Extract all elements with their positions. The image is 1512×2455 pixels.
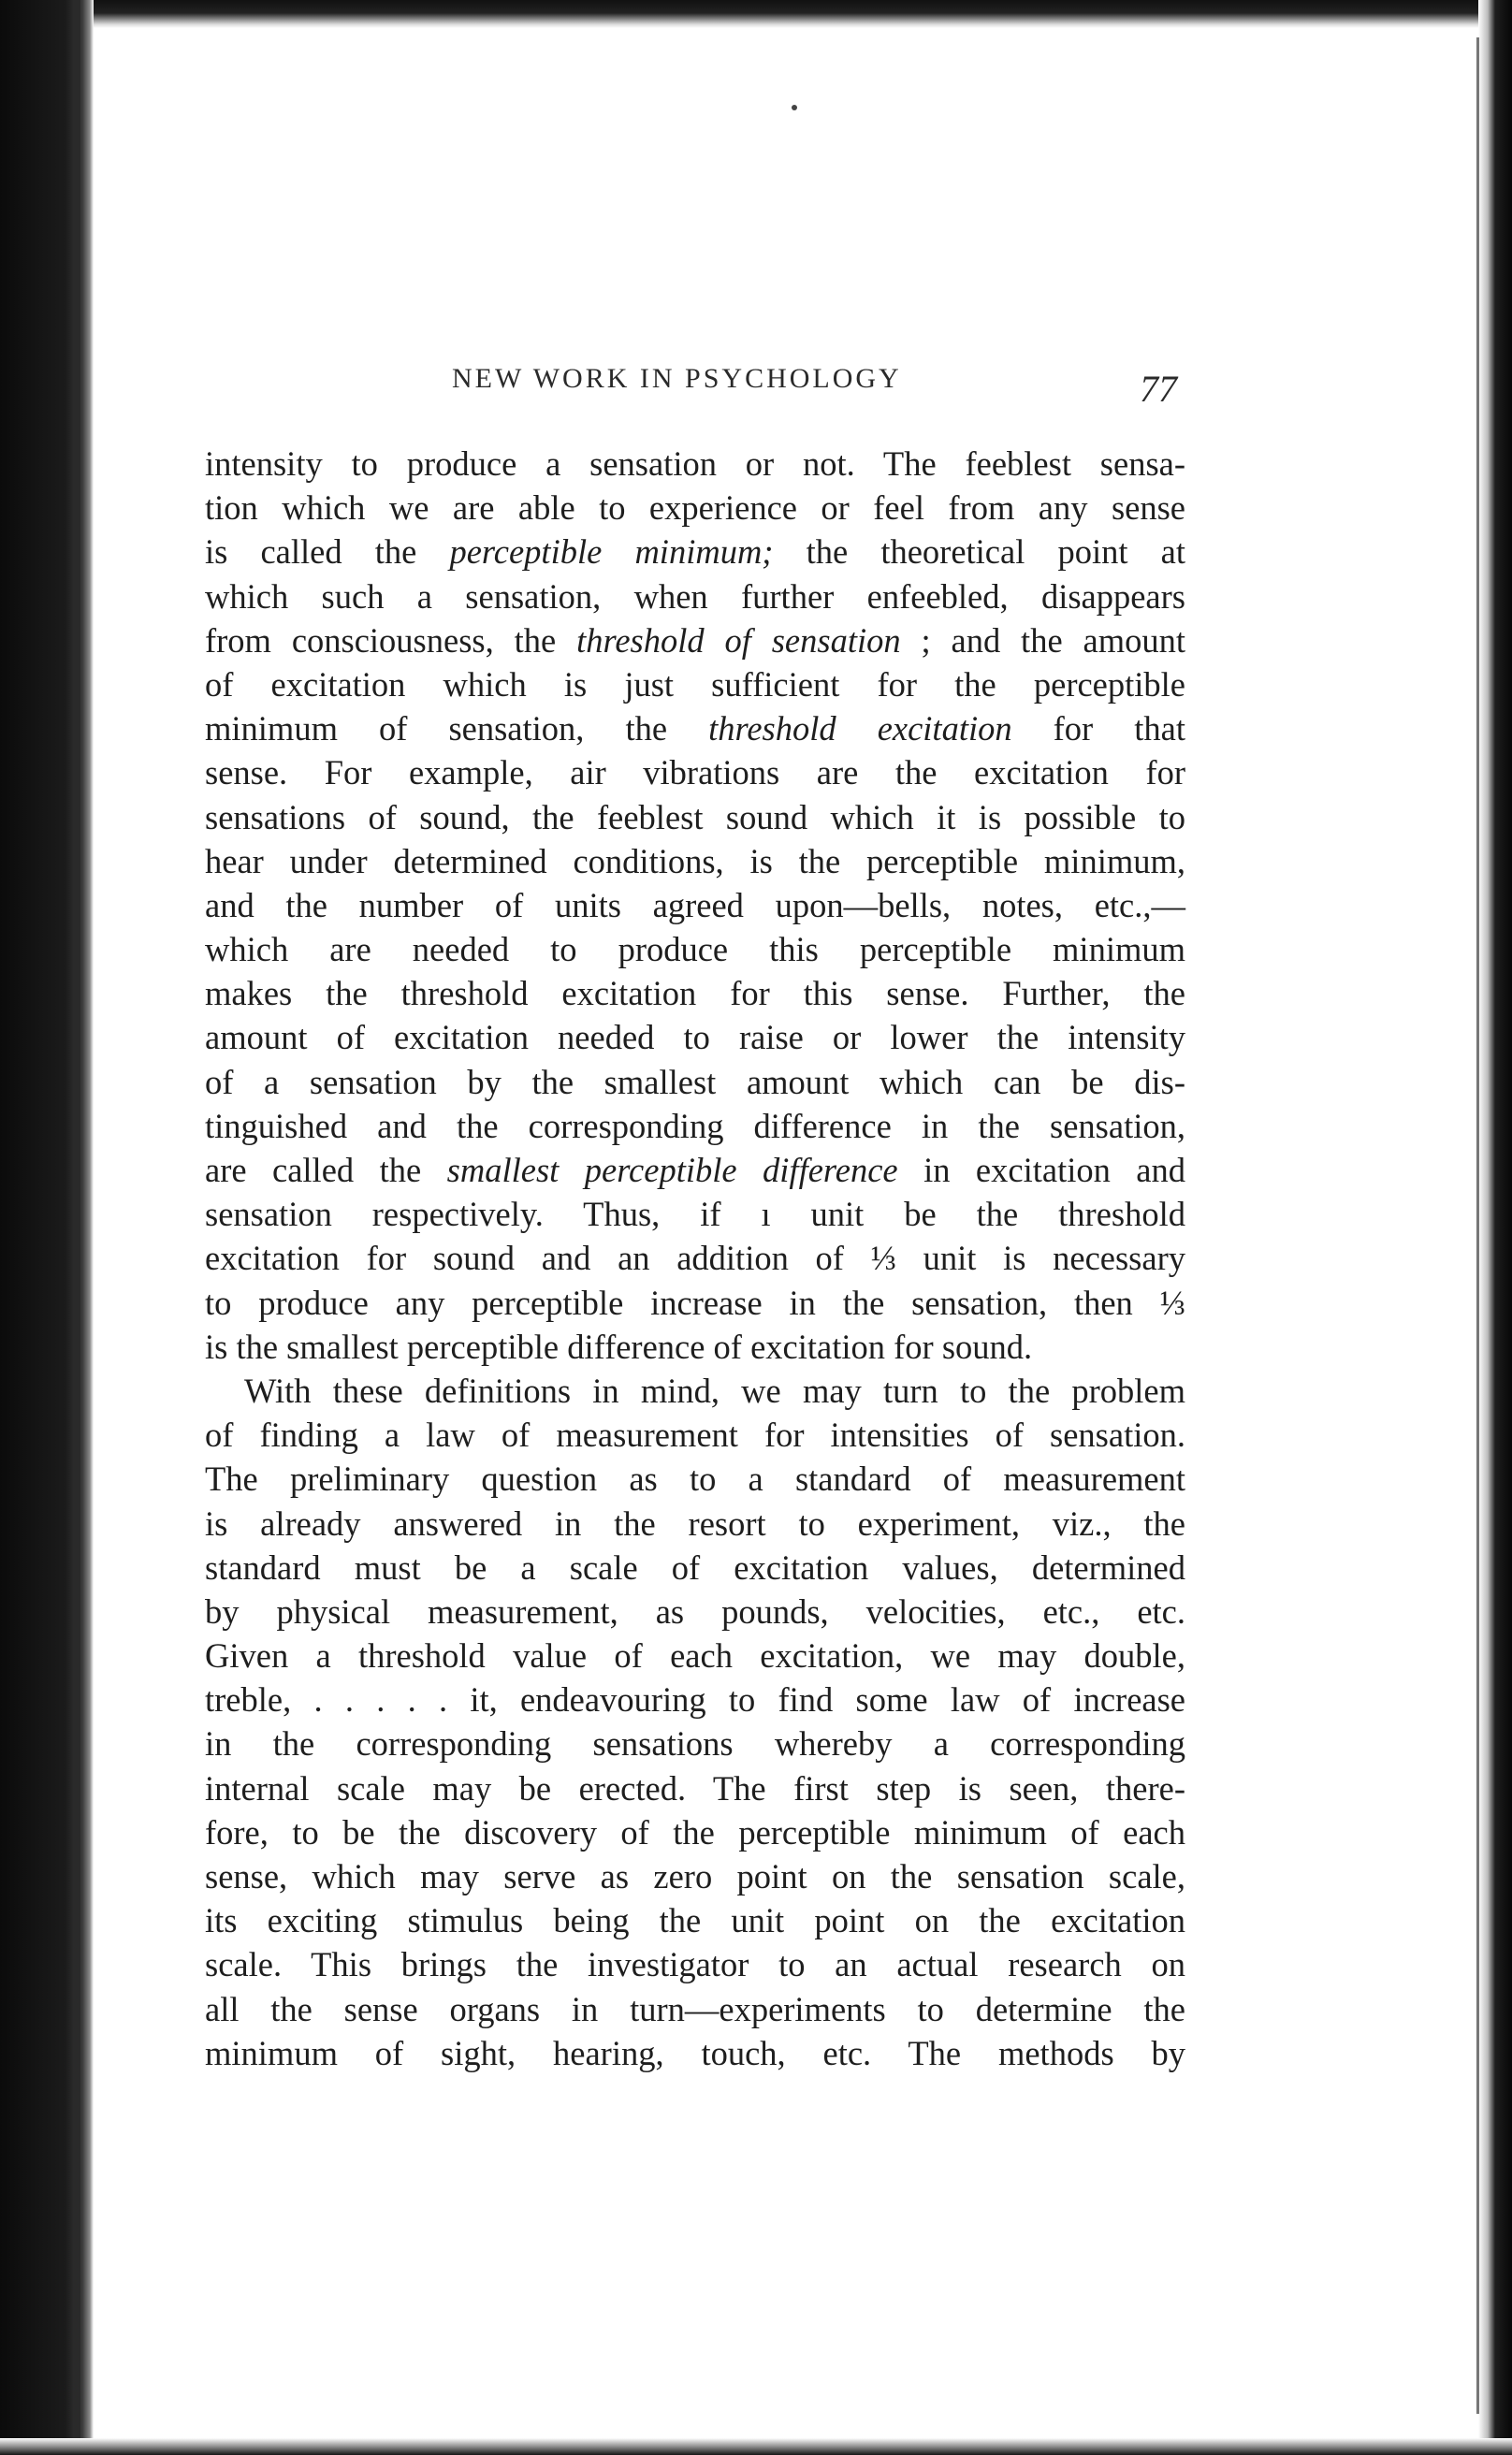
text-run: hear under determined conditions, is the perceptible minimum, [205, 841, 1185, 880]
text-run: of finding a law of measurement for intensities of sensation. [205, 1416, 1185, 1455]
text-line [205, 1942, 1185, 1986]
text-run: for that [1011, 709, 1185, 748]
text-line [205, 883, 1185, 927]
text-run: excitation for sound and an addition of ⅓ unit is necessary [205, 1239, 1185, 1278]
text-run: sense, which may serve as zero point on the sensation scale, [205, 1857, 1185, 1896]
text-run: standard must be a scale of excitation values, determined [205, 1547, 1185, 1587]
text-run: which are needed to produce this perceptible minimum [205, 930, 1185, 969]
text-line [205, 1457, 1185, 1501]
body-text [205, 442, 1185, 2075]
italic-term: threshold excitation [708, 709, 1012, 748]
text-line [205, 750, 1185, 794]
text-run: scale. This brings the investigator to an actual research on [205, 1945, 1185, 1984]
text-run: fore, to be the discovery of the perceptible minimum of each [205, 1812, 1185, 1852]
text-line [205, 442, 1185, 486]
text-line [205, 530, 1185, 574]
text-line [205, 1104, 1185, 1148]
italic-term: threshold of sensation [576, 620, 901, 660]
text-line [205, 1854, 1185, 1898]
text-line [205, 1766, 1185, 1810]
text-line [205, 1898, 1185, 1942]
text-run: its exciting stimulus being the unit point on the excitation [205, 1901, 1185, 1940]
text-run: which such a sensation, when further enfeebled, disappears [205, 576, 1185, 616]
text-line [205, 1678, 1185, 1721]
text-run: is called the [205, 532, 450, 572]
text-run: of excitation which is just sufficient for the perceptible [205, 664, 1185, 704]
text-line [205, 2031, 1185, 2075]
text-run: intensity to produce a sensation or not. The feeblest sensa- [205, 444, 1185, 483]
text-line [205, 574, 1185, 618]
text-line [205, 1369, 1185, 1413]
text-run: ; and the amount [900, 620, 1185, 660]
text-line [205, 662, 1185, 706]
text-line [205, 971, 1185, 1015]
text-run: to produce any perceptible increase in the sensation, then ⅓ [205, 1283, 1185, 1322]
text-line [205, 795, 1185, 839]
text-run: from consciousness, the [205, 620, 577, 660]
text-run: internal scale may be erected. The first step is seen, there- [205, 1768, 1185, 1808]
text-run: of a sensation by the smallest amount which can be dis- [205, 1062, 1185, 1101]
text-run: makes the threshold excitation for this sense. Further, the [205, 974, 1185, 1013]
text-run: sensation respectively. Thus, if ı unit be the threshold [205, 1195, 1185, 1234]
italic-term: smallest perceptible difference [446, 1151, 898, 1189]
text-line [205, 1590, 1185, 1634]
text-run: With these definitions in mind, we may turn to the problem [244, 1371, 1185, 1410]
text-run: treble, . . . . . it, endeavouring to find some law of increase [205, 1680, 1185, 1720]
text-line [205, 1546, 1185, 1590]
text-run: all the sense organs in turn—experiments to determine the [205, 1989, 1185, 2028]
text-run: is already answered in the resort to experiment, viz., the [205, 1504, 1185, 1543]
text-line [205, 1987, 1185, 2031]
text-line [205, 1236, 1185, 1280]
text-line [205, 1281, 1185, 1325]
text-run: in the corresponding sensations whereby a corresponding [205, 1724, 1185, 1764]
text-run: The preliminary question as to a standard of measurement [205, 1460, 1185, 1499]
running-head: NEW WORK IN PSYCHOLOGY [452, 363, 902, 394]
text-line [205, 927, 1185, 971]
scan-top-edge [0, 0, 1512, 28]
page-number: 77 [1140, 368, 1177, 410]
text-run: Given a threshold value of each excitation, we may double, [205, 1636, 1185, 1676]
scan-bottom-edge [0, 2438, 1512, 2455]
text-line [205, 1192, 1185, 1236]
text-run: tion which we are able to experience or feel from any sense [205, 488, 1185, 528]
text-line [205, 706, 1185, 750]
text-line [205, 1060, 1185, 1104]
text-run: amount of excitation needed to raise or lower the intensity [205, 1018, 1185, 1057]
text-line [205, 1810, 1185, 1854]
text-run: the theoretical point at [773, 532, 1185, 572]
text-line [205, 1502, 1185, 1546]
ink-speck [792, 105, 797, 110]
page-edge-line [1476, 37, 1479, 2414]
spine-line [73, 0, 80, 2455]
text-run: and the number of units agreed upon—bells, notes, etc.,— [205, 885, 1185, 924]
text-run: by physical measurement, as pounds, velocities, etc., etc. [205, 1591, 1185, 1631]
text-run: is the smallest perceptible difference of excitation for sound. [205, 1327, 1033, 1366]
text-run: sensations of sound, the feeblest sound which it is possible to [205, 797, 1185, 836]
scan-right-edge [1478, 0, 1512, 2455]
text-run: minimum of sight, hearing, touch, etc. The methods by [205, 2033, 1185, 2072]
text-line [205, 1325, 1185, 1369]
text-run: are called the [205, 1151, 447, 1189]
text-line [205, 1721, 1185, 1765]
italic-term: perceptible minimum; [449, 532, 774, 572]
text-line [205, 1413, 1185, 1457]
text-run: in excitation and [897, 1151, 1186, 1189]
text-line [205, 1634, 1185, 1678]
text-line [205, 486, 1185, 530]
text-run: minimum of sensation, the [205, 709, 709, 748]
text-run: tinguished and the corresponding difference in the sensation, [205, 1106, 1185, 1145]
text-line [205, 618, 1185, 662]
text-line [205, 1015, 1185, 1059]
text-line [205, 1148, 1185, 1192]
text-run: sense. For example, air vibrations are the excitation for [205, 753, 1185, 792]
text-line [205, 839, 1185, 883]
